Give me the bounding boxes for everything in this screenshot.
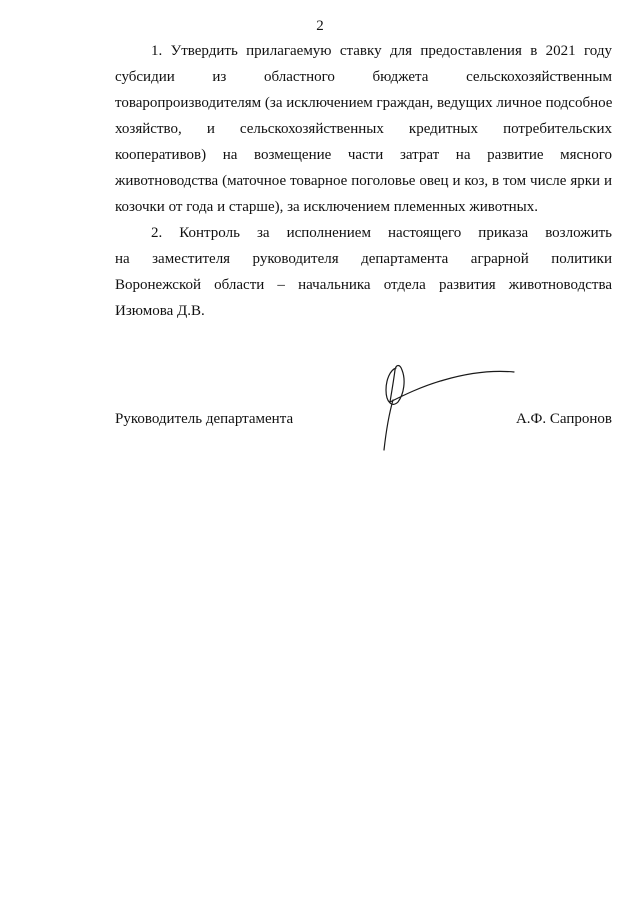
paragraph-1-line: хозяйство, и сельскохозяйственных кредитных потребительских [115,121,612,137]
signatory-position: Руководитель департамента [115,411,294,427]
paragraph-1-line: козочки от года и старше), за исключением племенных животных. [115,199,538,215]
signatory-name: А.Ф. Сапронов [515,411,612,427]
paragraph-1-line: субсидии из областного бюджета сельскохозяйственным [115,69,612,85]
paragraph-1-line: 1. Утвердить прилагаемую ставку для предоставления в 2021 году [151,43,612,59]
paragraph-2-line: 2. Контроль за исполнением настоящего приказа возложить [151,225,612,241]
document-body [115,38,612,324]
signature-block [115,406,612,432]
paragraph-2-line: на заместителя руководителя департамента аграрной политики [115,251,612,267]
paragraph-2-line: Воронежской области – начальника отдела развития животноводства [115,277,612,293]
paragraph-1 [115,38,612,220]
page-number: 2 [316,18,324,34]
paragraph-1-line: животноводства (маточное товарное поголовье овец и коз, в том числе ярки и [115,173,612,189]
paragraph-2-line: Изюмова Д.В. [115,303,205,319]
paragraph-1-line: кооперативов) на возмещение части затрат на развитие мясного [115,147,612,163]
paragraph-1-line: товаропроизводителям (за исключением граждан, ведущих личное подсобное [115,95,613,111]
paragraph-2 [115,220,612,324]
